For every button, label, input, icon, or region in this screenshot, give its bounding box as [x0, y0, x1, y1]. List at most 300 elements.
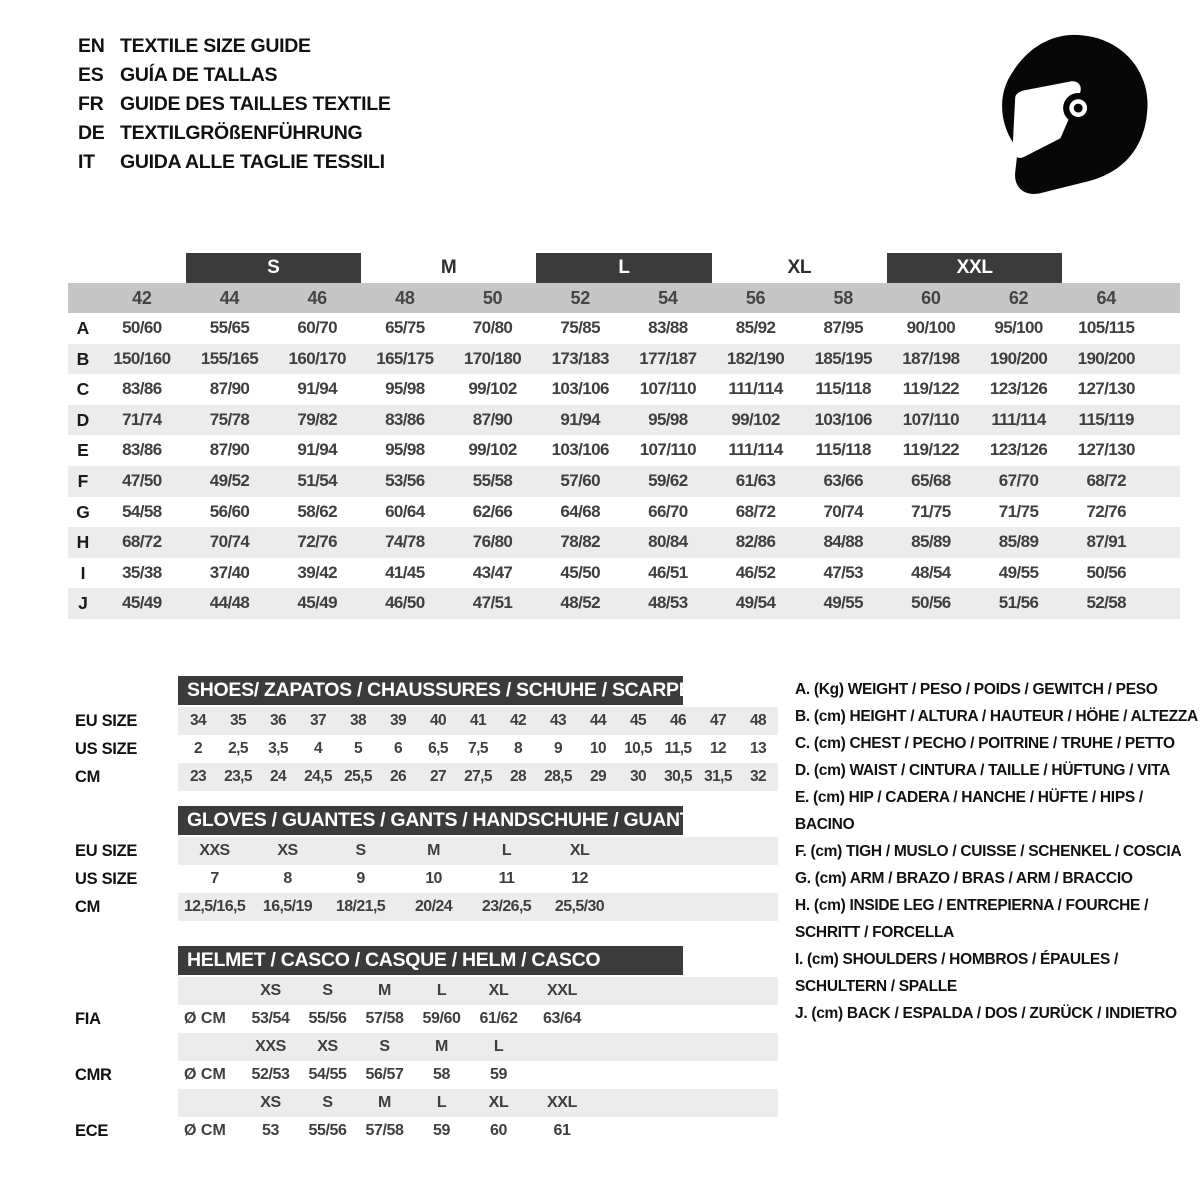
size-cell: 28,5: [544, 768, 572, 785]
measurement-cell: 87/95: [823, 318, 863, 337]
size-cell: 40: [429, 712, 447, 729]
helmet-size-header: XS: [260, 1094, 281, 1111]
measurement-cell: 67/70: [998, 470, 1039, 490]
size-cell: 23: [189, 768, 207, 785]
language-title: TEXTILE SIZE GUIDE: [120, 35, 311, 57]
measurement-row: [68, 344, 1180, 375]
measurement-cell: 35/38: [122, 562, 162, 582]
measurement-cell: 83/86: [122, 379, 162, 399]
row-label: US SIZE: [75, 870, 138, 888]
measurement-cell: 87/90: [209, 379, 250, 399]
measurement-cell: 54/58: [122, 501, 162, 521]
helmet-size-header: XXS: [255, 1038, 286, 1055]
size-cell: 24,5: [304, 768, 332, 785]
row-filler: [597, 977, 778, 1005]
measurement-cell: 39/42: [297, 562, 337, 582]
measurement-cell: 83/86: [385, 409, 425, 429]
sub-table-row: [68, 865, 778, 893]
helmet-size-header: XS: [317, 1038, 338, 1055]
helmet-size-cell: 59: [490, 1066, 507, 1083]
size-band-row: [68, 253, 1180, 283]
row-label: US SIZE: [75, 740, 138, 758]
measurement-cell: 119/122: [902, 379, 960, 399]
measurement-cell: 49/55: [998, 562, 1039, 582]
language-code: ES: [78, 64, 104, 86]
size-cell: 3,5: [268, 740, 288, 757]
measurement-cell: 72/76: [297, 532, 337, 552]
helmet-size-header: L: [436, 1094, 447, 1111]
measurement-cell: 74/78: [385, 532, 425, 552]
size-column-header: 52: [570, 288, 590, 308]
measurement-cell: 78/82: [560, 532, 600, 552]
sub-table-row: [68, 837, 778, 865]
helmet-size-header: S: [322, 982, 333, 999]
measurement-cell: 75/78: [209, 409, 250, 429]
measurement-cell: 57/60: [560, 470, 600, 490]
helmet-size-header: XXL: [547, 982, 577, 999]
language-row: [78, 90, 391, 119]
size-cell: 20/24: [414, 898, 453, 915]
size-band-l: L: [536, 253, 711, 283]
measurement-cell: 115/119: [1078, 409, 1134, 429]
row-filler: [616, 893, 778, 921]
size-cell: 4: [313, 740, 323, 757]
helmet-size-cell: 53: [262, 1122, 279, 1139]
measurement-cell: 71/74: [122, 409, 162, 429]
measurement-cell: 55/65: [209, 318, 250, 337]
size-column-header: 44: [219, 288, 240, 308]
row-label: [68, 977, 178, 1005]
helmet-rows: [68, 977, 778, 1145]
size-cell: 10: [425, 870, 442, 887]
measurement-cell: 52/58: [1086, 593, 1126, 613]
measurement-row: [68, 497, 1180, 528]
measurement-cell: 111/114: [728, 440, 783, 460]
measurement-cell: 107/110: [902, 409, 960, 429]
row-letter: G: [76, 501, 90, 522]
measurement-cell: 99/102: [468, 379, 517, 399]
measurement-cell: 43/47: [472, 562, 513, 582]
size-cell: 7: [210, 870, 219, 887]
measurement-cell: 87/90: [209, 440, 250, 460]
row-letter: I: [80, 562, 86, 583]
measurement-cell: 87/91: [1086, 532, 1126, 552]
language-row: [78, 32, 391, 61]
measurement-cell: 72/76: [1086, 501, 1126, 521]
measurement-cell: 37/40: [209, 562, 250, 582]
legend-item: D. (cm) WAIST / CINTURA / TAILLE / HÜFTUNG / VITA: [795, 762, 1171, 779]
helmet-icon-svg: [983, 30, 1161, 203]
measurement-cell: 99/102: [468, 440, 517, 460]
size-column-header: 46: [307, 288, 327, 308]
measurement-cell: 155/165: [200, 348, 259, 368]
measurement-cell: 45/50: [560, 562, 600, 582]
measurement-cell: 84/88: [823, 532, 863, 552]
gloves-rows: [68, 837, 778, 921]
helmet-value-row: [68, 1061, 778, 1089]
row-filler: [616, 837, 778, 865]
measurement-cell: 95/98: [385, 440, 425, 460]
size-cell: 10,5: [624, 740, 652, 757]
measurement-cell: 47/53: [823, 562, 863, 582]
measurement-cell: 55/58: [472, 470, 513, 490]
size-cell: 30,5: [664, 768, 692, 785]
size-cell: 25,5/30: [554, 898, 605, 915]
measurement-cell: 47/50: [122, 470, 162, 490]
legend-item: B. (cm) HEIGHT / ALTURA / HAUTEUR / HÖHE / ALTEZZA: [795, 708, 1198, 725]
row-values: [178, 763, 778, 791]
measurement-cell: 68/72: [122, 532, 162, 552]
size-cell: 23,5: [224, 768, 252, 785]
measurement-cell: 123/126: [989, 379, 1048, 399]
measurement-cell: 70/74: [823, 501, 863, 521]
measurement-cell: 62/66: [472, 501, 513, 521]
measurement-cell: 127/130: [1077, 440, 1135, 460]
measurement-cell: 45/49: [297, 593, 337, 613]
row-filler: [597, 1033, 778, 1061]
measurement-cell: 91/94: [560, 409, 600, 429]
size-column-header: 64: [1096, 288, 1116, 308]
unit-spacer: [178, 1089, 242, 1117]
measurement-row: [68, 588, 1180, 619]
row-filler: [597, 1005, 778, 1033]
size-cell: 2: [193, 740, 203, 757]
measurement-cell: 68/72: [1086, 470, 1126, 490]
legend-item: A. (Kg) WEIGHT / PESO / POIDS / GEWITCH / PESO: [795, 681, 1158, 698]
measurement-cell: 49/55: [823, 593, 863, 613]
row-letter: E: [77, 440, 89, 461]
size-cell: 25,5: [344, 768, 372, 785]
measurement-cell: 127/130: [1077, 379, 1135, 399]
measurement-cell: 111/114: [991, 409, 1046, 429]
size-cell: 10: [589, 740, 607, 757]
helmet-size-header: XXL: [547, 1094, 577, 1111]
row-label: EU SIZE: [75, 712, 138, 730]
language-title-list: [78, 32, 391, 177]
row-letter: D: [76, 409, 90, 430]
measurement-cell: 91/94: [297, 440, 337, 460]
legend-item: I. (cm) SHOULDERS / HOMBROS / ÉPAULES /: [795, 951, 1119, 968]
measurement-cell: 87/90: [472, 409, 513, 429]
measurement-cell: 85/92: [735, 318, 776, 337]
measurement-cell: 83/88: [648, 318, 688, 337]
unit-label: Ø CM: [184, 1066, 226, 1083]
size-cell: 6,5: [428, 740, 448, 757]
helmet-size-cell: 53/54: [251, 1010, 290, 1027]
sub-table-row: [68, 735, 778, 763]
size-cell: 35: [229, 712, 247, 729]
size-cell: L: [501, 842, 512, 859]
size-cell: 46: [669, 712, 687, 729]
size-cell: 12: [571, 870, 588, 887]
size-cell: XL: [569, 842, 590, 859]
size-number-row: [68, 283, 1180, 313]
sub-table-row: [68, 893, 778, 921]
size-band-xl: XL: [787, 257, 812, 278]
size-cell: 9: [553, 740, 563, 757]
unit-label: Ø CM: [184, 1122, 226, 1139]
measurement-cell: 91/94: [297, 379, 337, 399]
size-cell: 48: [749, 712, 767, 729]
measurement-row: [68, 435, 1180, 466]
measurement-cell: 46/50: [385, 593, 425, 613]
helmet-size-header: S: [379, 1038, 390, 1055]
helmet-value-row: [68, 1117, 778, 1145]
measurement-rows: [68, 313, 1180, 619]
size-column-header: 48: [395, 288, 415, 308]
size-cell: 34: [189, 712, 207, 729]
helmet-size-cell: 61/62: [479, 1010, 518, 1027]
helmet-size-cell: 54/55: [308, 1066, 347, 1083]
measurement-cell: 103/106: [551, 379, 609, 399]
standard-label: FIA: [75, 1010, 101, 1028]
row-label: CM: [75, 768, 101, 786]
measurement-cell: 45/49: [122, 593, 162, 613]
measurement-cell: 48/53: [648, 593, 688, 613]
measurement-cell: 60/70: [297, 318, 337, 337]
measurement-cell: 85/89: [998, 532, 1039, 552]
legend-item-continuation: SCHRITT / FORCELLA: [795, 924, 955, 941]
measurement-cell: 50/60: [122, 318, 162, 337]
legend-item: G. (cm) ARM / BRAZO / BRAS / ARM / BRACCIO: [795, 870, 1133, 887]
size-cell: 43: [549, 712, 567, 729]
row-letter: F: [77, 470, 89, 491]
measurement-cell: 190/200: [1077, 348, 1135, 368]
unit-spacer: [178, 1033, 242, 1061]
row-filler: [597, 1061, 778, 1089]
measurement-row: [68, 374, 1180, 405]
language-title: GUIDE DES TAILLES TEXTILE: [120, 93, 391, 115]
measurement-cell: 95/98: [385, 379, 425, 399]
measurement-cell: 103/106: [814, 409, 872, 429]
row-label: EU SIZE: [75, 842, 138, 860]
standard-label: ECE: [75, 1122, 109, 1140]
size-cell: XXS: [199, 842, 230, 859]
size-column-header: 42: [132, 288, 152, 308]
measurement-cell: 61/63: [735, 470, 776, 490]
row-values: [178, 865, 778, 893]
helmet-size-cell: 60: [490, 1122, 507, 1139]
measurement-cell: 103/106: [551, 440, 609, 460]
measurement-cell: 76/80: [472, 532, 513, 552]
measurement-cell: 185/195: [814, 348, 872, 368]
measurement-cell: 50/56: [1086, 562, 1126, 582]
measurement-cell: 105/115: [1078, 318, 1135, 337]
measurement-cell: 99/102: [731, 409, 780, 429]
legend-item: C. (cm) CHEST / PECHO / POITRINE / TRUHE / PETTO: [795, 735, 1175, 752]
row-values: [178, 893, 778, 921]
measurement-cell: 107/110: [639, 440, 697, 460]
measurement-cell: 65/68: [911, 470, 951, 490]
row-values: [178, 977, 778, 1005]
helmet-size-header: M: [378, 982, 391, 999]
size-cell: 37: [309, 712, 327, 729]
size-cell: 11,5: [664, 740, 692, 757]
measurement-cell: 111/114: [728, 379, 783, 399]
size-cell: 18/21,5: [335, 898, 386, 915]
size-cell: 12: [709, 740, 727, 757]
gloves-table-title: GLOVES / GUANTES / GANTS / HANDSCHUHE / GUANTI: [178, 806, 683, 835]
row-letter: A: [76, 318, 90, 338]
row-letter: H: [76, 532, 90, 553]
helmet-size-cell: 56/57: [365, 1066, 404, 1083]
shoes-table-title: SHOES/ ZAPATOS / CHAUSSURES / SCHUHE / SCARPE: [178, 676, 683, 705]
size-cell: 47: [709, 712, 727, 729]
measurement-cell: 59/62: [648, 470, 688, 490]
language-code: IT: [78, 151, 95, 173]
measurement-cell: 173/183: [551, 348, 609, 368]
measurement-cell: 48/54: [911, 562, 951, 582]
standard-label: CMR: [75, 1066, 112, 1084]
row-letter: J: [78, 593, 88, 614]
measurement-cell: 165/175: [376, 348, 434, 368]
measurement-cell: 115/118: [815, 379, 871, 399]
unit-spacer: [178, 977, 242, 1005]
measurement-cell: 53/56: [385, 470, 425, 490]
measurement-cell: 49/54: [735, 593, 776, 613]
helmet-size-cell: 61: [553, 1122, 571, 1139]
full-face-helmet-icon: [983, 30, 1161, 203]
size-cell: 32: [749, 768, 767, 785]
size-cell: 27,5: [464, 768, 492, 785]
helmet-size-header: XL: [488, 982, 509, 999]
measurement-cell: 50/56: [911, 593, 951, 613]
measurement-legend: [795, 676, 1200, 1027]
measurement-row: [68, 405, 1180, 436]
helmet-value-row: [68, 1005, 778, 1033]
size-cell: M: [427, 842, 440, 859]
measurement-cell: 66/70: [648, 501, 688, 521]
measurement-cell: 46/51: [648, 562, 688, 582]
measurement-cell: 68/72: [735, 501, 776, 521]
row-values: [178, 1117, 778, 1145]
measurement-cell: 170/180: [463, 348, 522, 368]
size-cell: 30: [629, 768, 647, 785]
helmet-size-cell: 57/58: [365, 1122, 404, 1139]
row-label: [68, 1033, 178, 1061]
language-code: DE: [78, 122, 105, 144]
size-column-header: 60: [921, 288, 941, 308]
size-cell: 23/26,5: [481, 898, 532, 915]
size-cell: 44: [589, 712, 607, 729]
language-code: FR: [78, 93, 104, 115]
measurement-cell: 182/190: [726, 348, 785, 368]
size-cell: 9: [356, 870, 365, 887]
measurement-cell: 123/126: [989, 440, 1048, 460]
measurement-cell: 70/74: [209, 532, 250, 552]
row-values: [178, 1061, 778, 1089]
sub-table-row: [68, 763, 778, 791]
helmet-size-cell: 57/58: [365, 1010, 404, 1027]
helmet-size-cell: 58: [433, 1066, 450, 1083]
row-values: [178, 1089, 778, 1117]
row-values: [178, 1033, 778, 1061]
size-cell: 41: [469, 712, 487, 729]
size-cell: 28: [509, 768, 527, 785]
size-column-header: 58: [833, 288, 853, 308]
size-cell: 36: [269, 712, 287, 729]
sub-table-row: [68, 707, 778, 735]
measurement-cell: 64/68: [560, 501, 600, 521]
language-row: [78, 119, 391, 148]
measurement-cell: 85/89: [911, 532, 951, 552]
helmet-size-label-row: [68, 977, 778, 1005]
helmet-size-header: [527, 1033, 597, 1061]
legend-item: H. (cm) INSIDE LEG / ENTREPIERNA / FOURCHE /: [795, 897, 1149, 914]
helmet-size-header: M: [378, 1094, 391, 1111]
size-cell: 45: [629, 712, 647, 729]
row-letter: B: [76, 348, 90, 369]
size-cell: 6: [393, 740, 403, 757]
size-column-header: 62: [1008, 288, 1029, 308]
size-cell: 27: [429, 768, 447, 785]
size-cell: 13: [749, 740, 767, 757]
size-cell: 26: [389, 768, 407, 785]
measurement-cell: 83/86: [122, 440, 162, 460]
size-cell: XS: [277, 842, 298, 859]
legend-item-continuation: SCHULTERN / SPALLE: [795, 978, 957, 995]
size-cell: 16,5/19: [262, 898, 313, 915]
legend-item: J. (cm) BACK / ESPALDA / DOS / ZURÜCK / INDIETRO: [795, 1005, 1177, 1022]
measurement-row: [68, 313, 1180, 344]
measurement-cell: 58/62: [297, 501, 337, 521]
measurement-cell: 60/64: [385, 501, 425, 521]
legend-item: E. (cm) HIP / CADERA / HANCHE / HÜFTE / HIPS / BACINO: [795, 789, 1143, 833]
helmet-size-cell: 52/53: [251, 1066, 290, 1083]
measurement-cell: 82/86: [735, 532, 776, 552]
size-cell: S: [355, 842, 366, 859]
helmet-size-header: L: [493, 1038, 504, 1055]
row-values: [178, 1005, 778, 1033]
size-cell: 2,5: [228, 740, 248, 757]
size-cell: 29: [589, 768, 607, 785]
helmet-size-header: L: [436, 982, 447, 999]
language-title: TEXTILGRÖßENFÜHRUNG: [120, 122, 363, 144]
measurement-cell: 150/160: [113, 348, 171, 368]
measurement-cell: 51/56: [998, 593, 1039, 613]
measurement-cell: 115/118: [815, 440, 871, 460]
measurement-cell: 46/52: [735, 562, 776, 582]
helmet-size-cell: 59/60: [422, 1010, 461, 1027]
unit-label: Ø CM: [184, 1010, 226, 1027]
helmet-size-cell: 63/64: [542, 1010, 582, 1027]
measurement-cell: 44/48: [209, 593, 250, 613]
row-filler: [597, 1117, 778, 1145]
measurement-cell: 51/54: [297, 470, 337, 490]
textile-size-table: [68, 253, 1180, 619]
helmet-size-header: S: [322, 1094, 333, 1111]
language-code: EN: [78, 35, 105, 57]
helmet-size-cell: 55/56: [308, 1010, 347, 1027]
size-cell: 39: [389, 712, 407, 729]
measurement-cell: 90/100: [906, 318, 956, 337]
language-row: [78, 148, 391, 177]
measurement-row: [68, 527, 1180, 558]
measurement-cell: 41/45: [385, 562, 425, 582]
row-letter: C: [76, 379, 90, 400]
shoes-rows: [68, 707, 778, 791]
size-cell: 8: [513, 740, 523, 757]
helmet-size-label-row: [68, 1033, 778, 1061]
size-band-m: M: [440, 257, 457, 278]
measurement-cell: 56/60: [209, 501, 250, 521]
row-label: [68, 1089, 178, 1117]
legend-item: F. (cm) TIGH / MUSLO / CUISSE / SCHENKEL / COSCIA: [795, 843, 1182, 860]
size-cell: 8: [283, 870, 292, 887]
helmet-size-header: XS: [260, 982, 281, 999]
helmet-size-label-row: [68, 1089, 778, 1117]
measurement-cell: 95/100: [994, 318, 1043, 337]
